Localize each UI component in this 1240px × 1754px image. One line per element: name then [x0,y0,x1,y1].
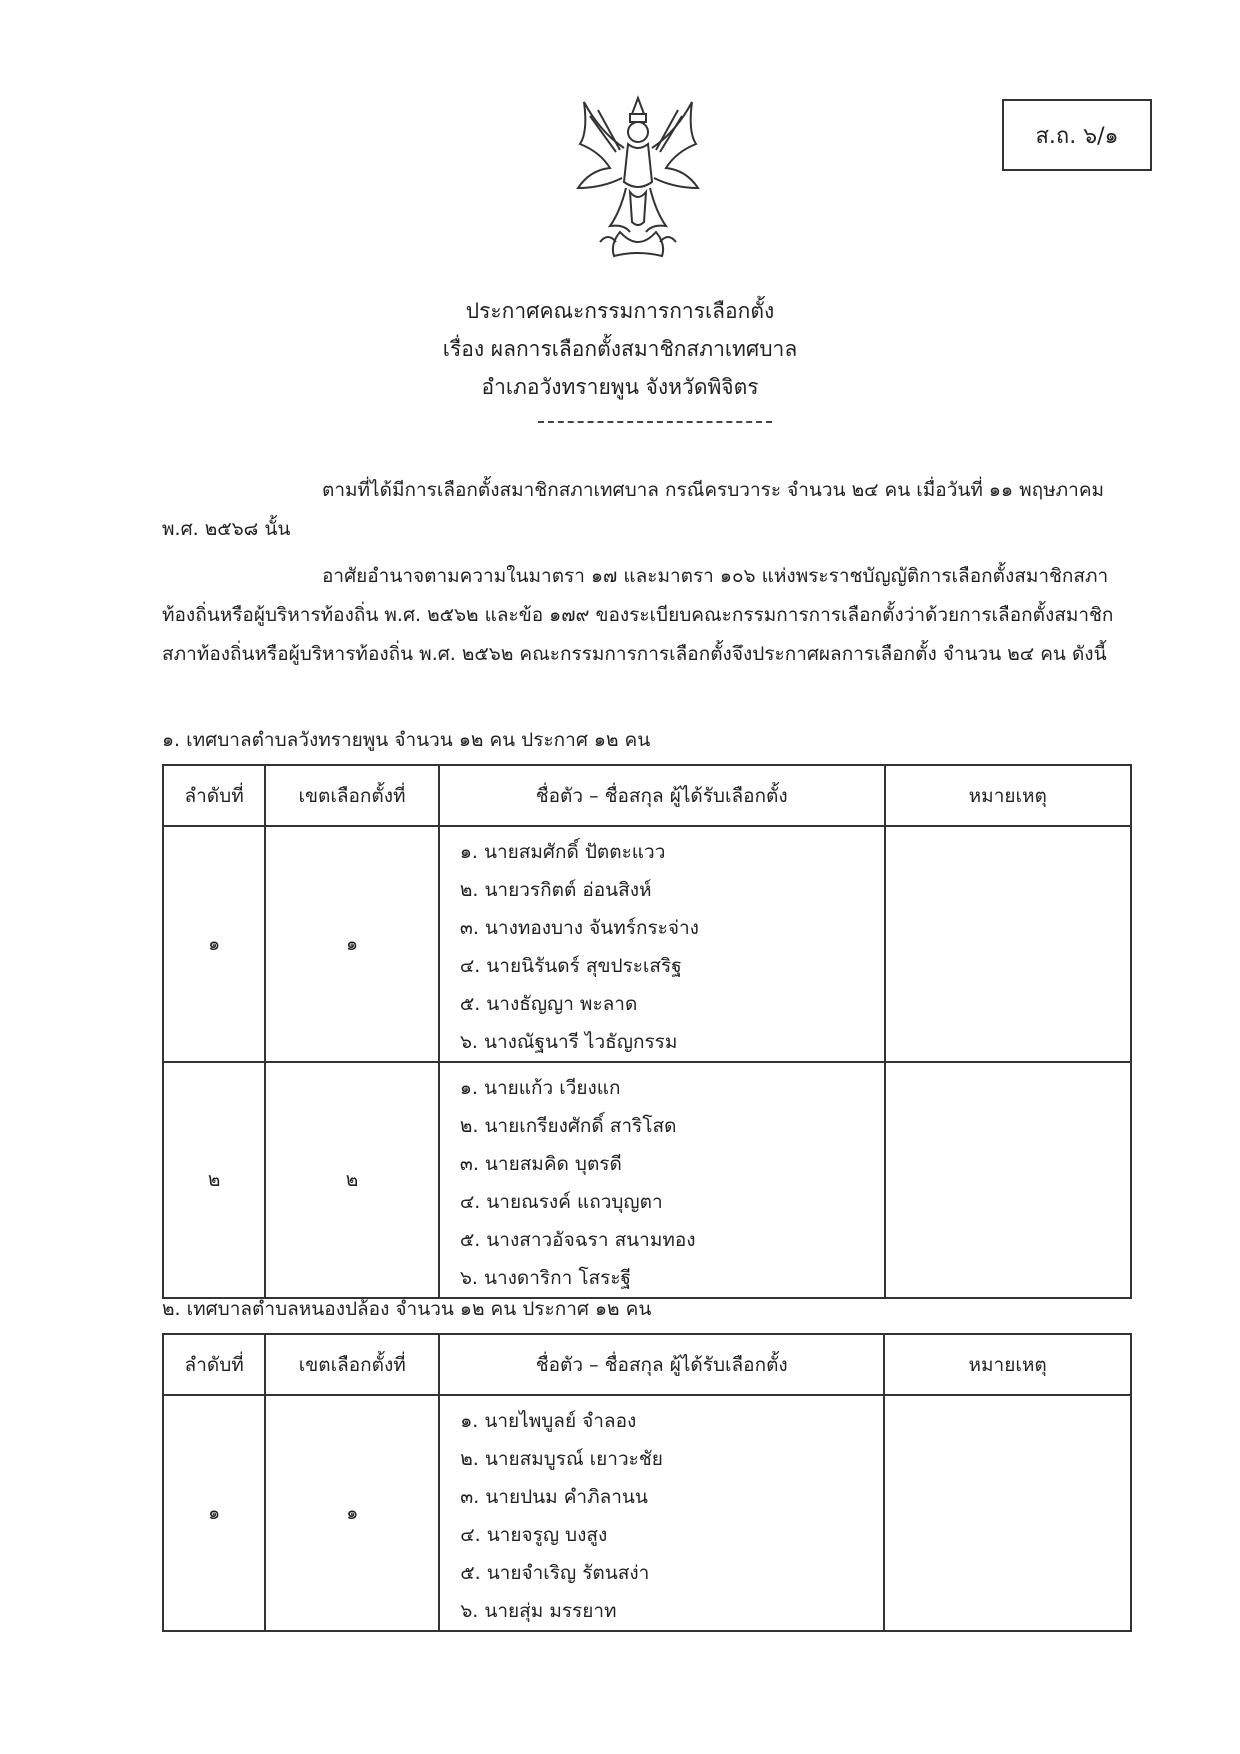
order-cell: ๑ [163,826,265,1062]
authority-paragraph: อาศัยอำนาจตามความในมาตรา ๑๗ และมาตรา ๑๐๖ แห่งพระราชบัญญัติการเลือกตั้งสมาชิกสภาท้องถิ่นหรือผู้บริหารท้องถิ่น พ.ศ. ๒๕๖๒ และข้อ ๑๗๙ ของระเบียบคณะกรรมการการเลือกตั้งว่าด้วยการเลือกตั้งสมาชิกสภาท้องถิ่นหรือผู้บริหารท้องถิ่น พ.ศ. ๒๕๖๒ คณะกรรมการการเลือกตั้งจึงประกาศผลการเลือกตั้ง จำนวน ๒๔ คน ดังนี้ [162,565,1114,665]
order-cell: ๑ [163,1395,265,1631]
table-header-row [163,1334,1131,1395]
table-row [163,826,1131,1062]
table-row [163,1395,1131,1631]
candidate-name: ๕. นางสาวอัจฉรา สนามทอง [459,1229,696,1251]
candidate-name: ๓. นางทองบาง จันทร์กระจ่าง [459,917,699,939]
candidate-name: ๕. นายจำเริญ รัตนสง่า [460,1562,650,1584]
results-table-wang-sai-phun [162,764,1132,1299]
col-header-order: ลำดับที่ [163,1334,265,1395]
section-title-wang-sai-phun: ๑. เทศบาลตำบลวังทรายพูน จำนวน ๑๒ คน ประกาศ ๑๒ คน [162,729,651,751]
remark-cell [885,1062,1131,1298]
col-header-name: ชื่อตัว – ชื่อสกุล ผู้ได้รับเลือกตั้ง [439,765,885,826]
candidate-name: ๖. นางดาริกา โสระฐี [459,1267,632,1289]
candidate-name: ๒. นายเกรียงศักดิ์ สาริโสด [459,1115,677,1137]
district-cell: ๑ [265,1395,439,1631]
candidate-name: ๑. นายแก้ว เวียงแก [459,1077,621,1099]
col-header-district: เขตเลือกตั้งที่ [265,1334,439,1395]
candidate-name: ๕. นางธัญญา พะลาด [459,993,638,1015]
candidate-name: ๔. นายนิรันดร์ สุขประเสริฐ [459,955,682,977]
col-header-remark: หมายเหตุ [884,1334,1131,1395]
col-header-order: ลำดับที่ [163,765,265,826]
form-code-box: ส.ถ. ๖/๑ [1002,99,1152,171]
announcement-title: ประกาศคณะกรรมการการเลือกตั้ง [465,299,775,323]
names-cell [439,1395,884,1631]
table-row [163,1062,1131,1298]
names-cell [439,1062,885,1298]
candidate-name: ๓. นายปนม คำภิลานน [460,1486,648,1508]
announcement-location: อำเภอวังทรายพูน จังหวัดพิจิตร [481,375,759,399]
table-header-row [163,765,1131,826]
candidate-name: ๖. นางณัฐนารี ไวธัญกรรม [459,1031,678,1053]
col-header-district: เขตเลือกตั้งที่ [265,765,439,826]
candidate-name: ๓. นายสมคิด บุตรดี [459,1153,622,1175]
district-cell: ๑ [265,826,439,1062]
district-cell: ๒ [265,1062,439,1298]
candidate-name: ๑. นายสมศักดิ์ ปัตตะแวว [459,841,666,863]
names-cell [439,826,885,1062]
candidate-name: ๔. นายจรูญ บงสูง [460,1524,608,1546]
order-cell: ๒ [163,1062,265,1298]
col-header-name: ชื่อตัว – ชื่อสกุล ผู้ได้รับเลือกตั้ง [439,1334,884,1395]
candidate-name: ๒. นายวรกิตต์ อ่อนสิงห์ [459,879,652,901]
candidate-name: ๒. นายสมบูรณ์ เยาวะชัย [460,1448,663,1470]
section-title-nong-plong: ๒. เทศบาลตำบลหนองปล้อง จำนวน ๑๒ คน ประกาศ ๑๒ คน [162,1298,652,1320]
announcement-subject: เรื่อง ผลการเลือกตั้งสมาชิกสภาเทศบาล [442,337,798,361]
candidate-name: ๑. นายไพบูลย์ จำลอง [460,1410,637,1432]
col-header-remark: หมายเหตุ [885,765,1131,826]
title-divider [538,421,772,423]
results-table-nong-plong [162,1333,1132,1632]
remark-cell [884,1395,1131,1631]
candidate-name: ๖. นายสุ่ม มรรยาท [460,1600,617,1622]
remark-cell [885,826,1131,1062]
garuda-emblem-icon [570,92,706,260]
candidate-name: ๔. นายณรงค์ แถวบุญตา [459,1191,663,1213]
intro-paragraph: ตามที่ได้มีการเลือกตั้งสมาชิกสภาเทศบาล กรณีครบวาระ จำนวน ๒๔ คน เมื่อวันที่ ๑๑ พฤษภาคม พ.ศ. ๒๕๖๘ นั้น [162,479,1105,540]
